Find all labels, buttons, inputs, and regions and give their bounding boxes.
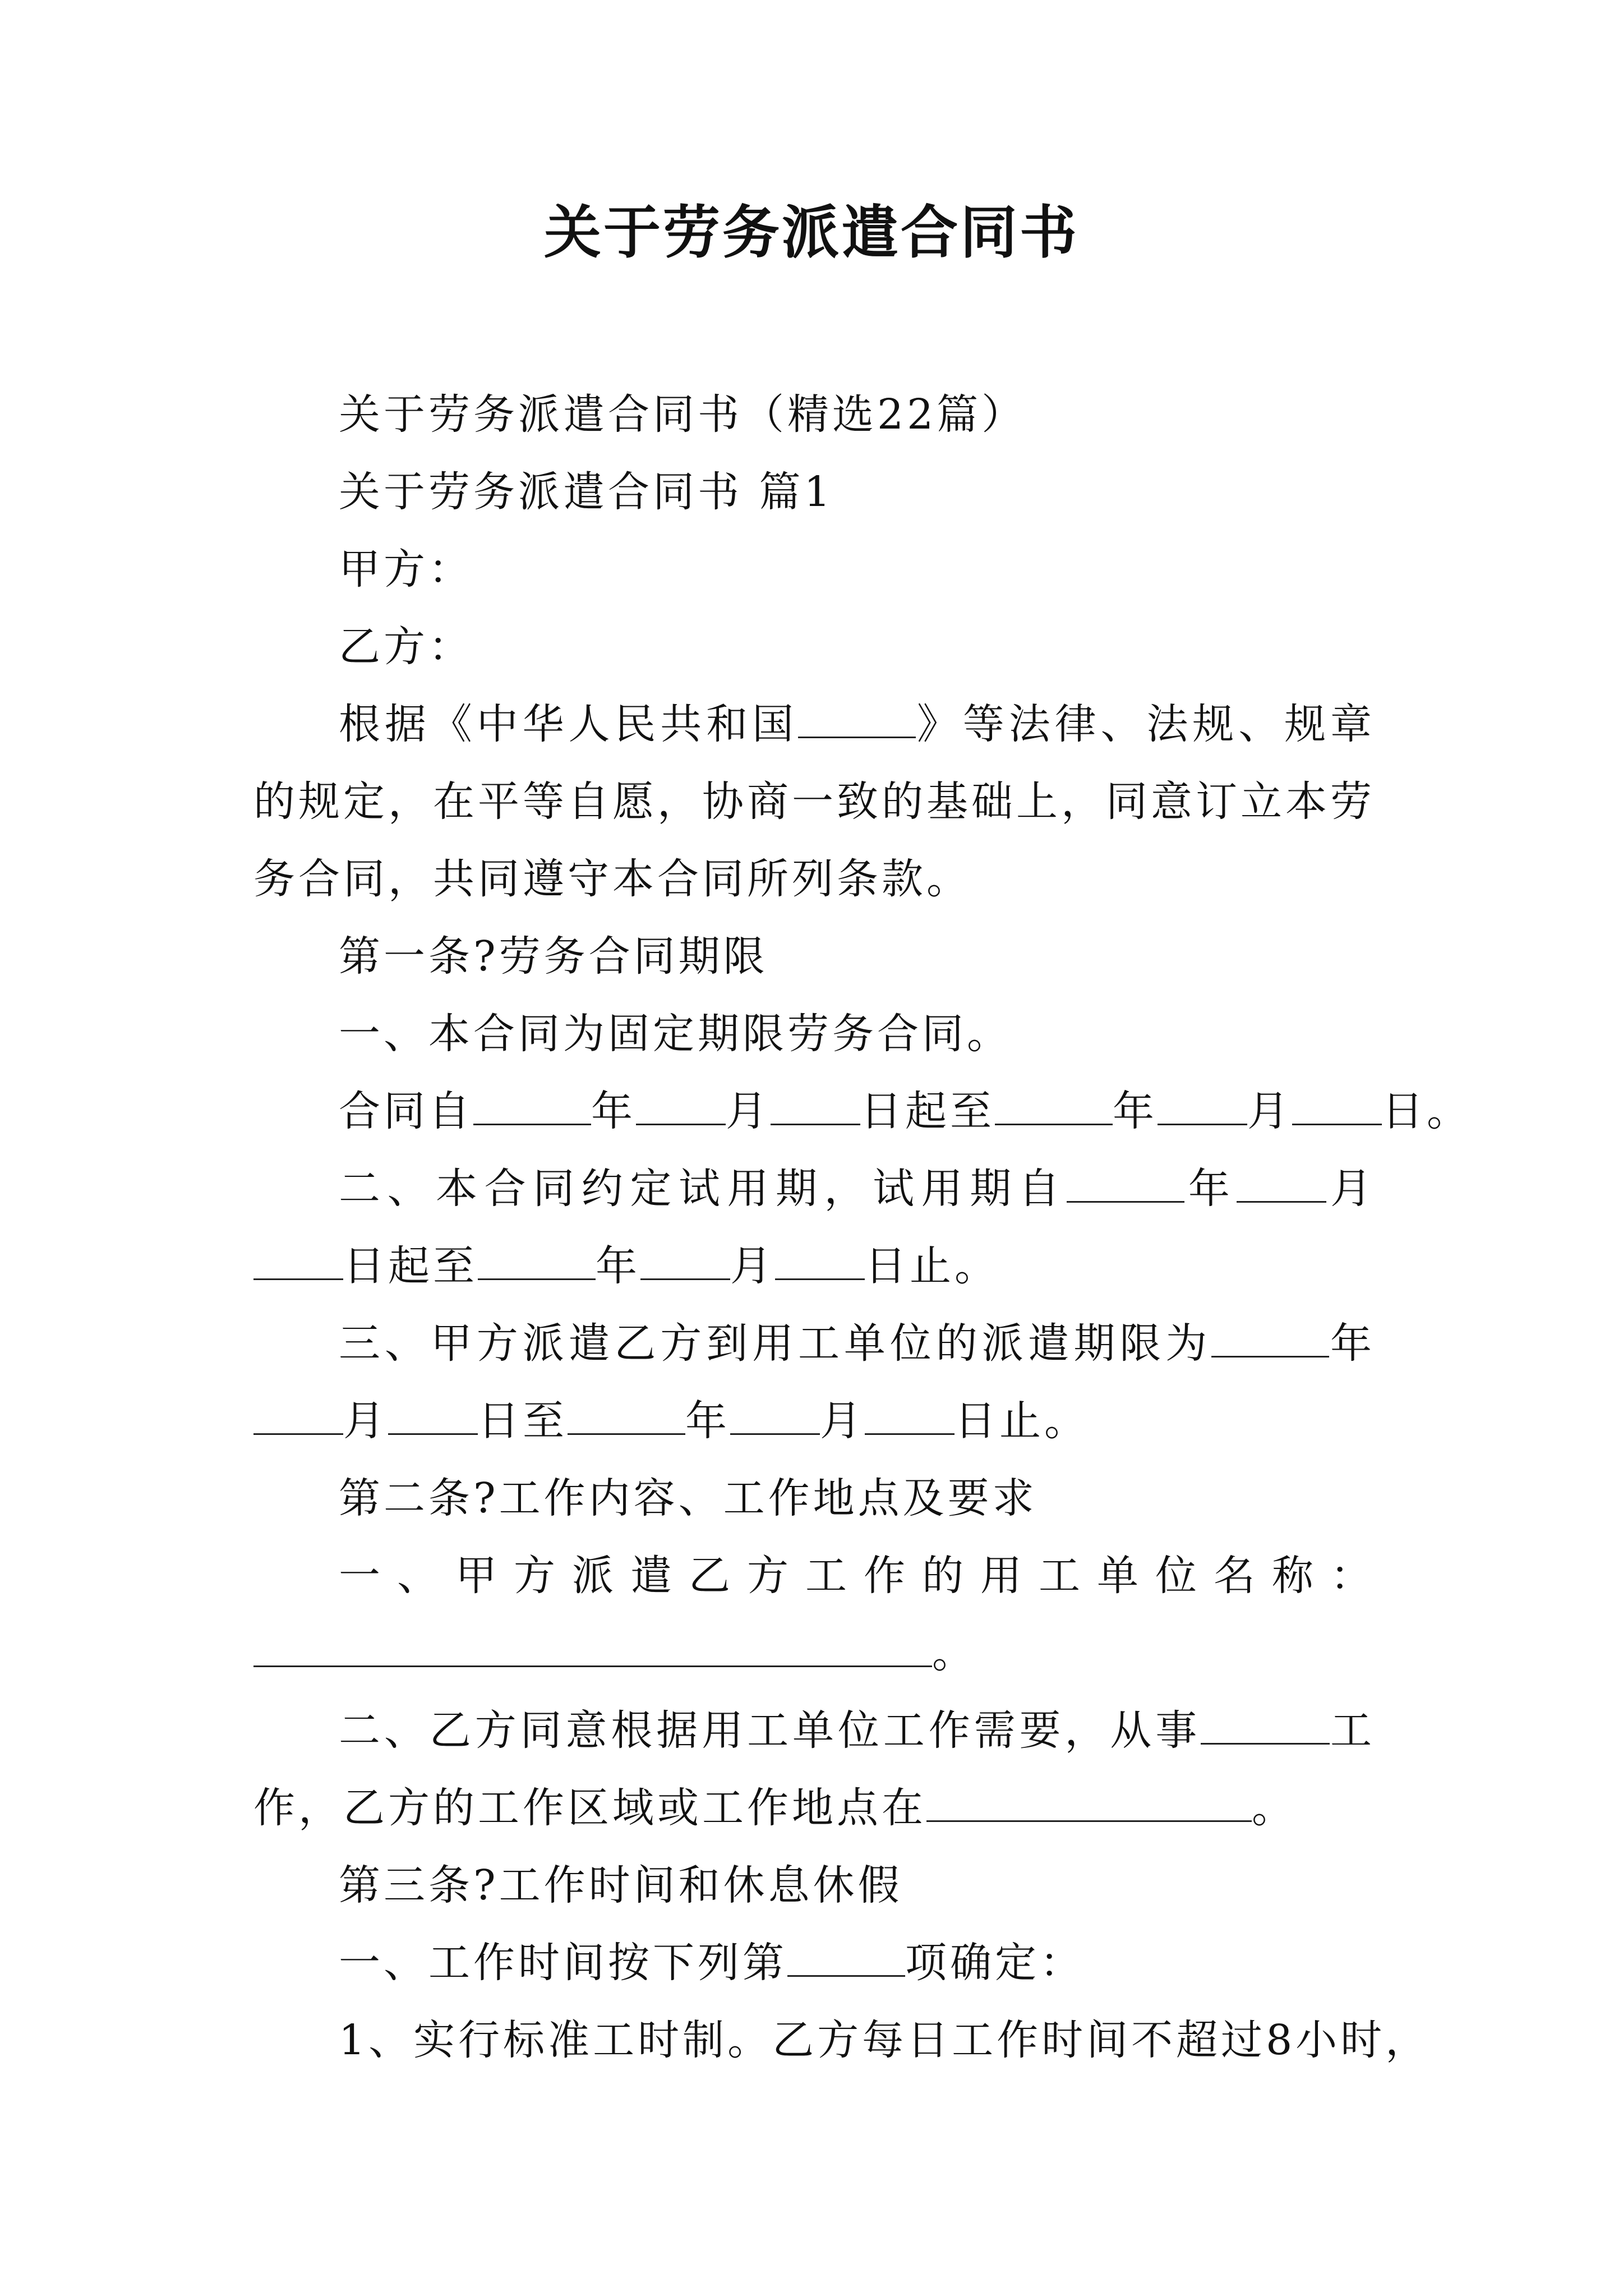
employer-name-line xyxy=(253,1537,1375,1614)
blank-month xyxy=(640,1244,730,1280)
job-blank xyxy=(1201,1708,1330,1745)
char: 甲 xyxy=(455,1552,500,1600)
dispatch-month: 月 xyxy=(343,1397,388,1445)
dispatch-year: 年 xyxy=(1329,1319,1376,1368)
char: 名 xyxy=(1214,1552,1258,1600)
blank-day xyxy=(865,1398,955,1435)
preamble-paragraph xyxy=(253,685,1375,918)
term-month: 月 xyxy=(726,1087,771,1135)
char: 用 xyxy=(980,1552,1025,1600)
char: 工 xyxy=(805,1552,850,1600)
work-hours-line xyxy=(253,1924,1375,2001)
standard-hours-line: 1、实行标准工时制。乙方每日工作时间不超过8小时， xyxy=(339,2016,1431,2064)
dispatch-end: 日止。 xyxy=(955,1397,1089,1445)
article-1-item-1: 一、本合同为固定期限劳务合同。 xyxy=(339,1010,1012,1058)
dispatch-to: 日至 xyxy=(478,1397,568,1445)
char: 遣 xyxy=(630,1552,675,1600)
blank-day xyxy=(253,1244,343,1280)
blank-month xyxy=(1237,1166,1326,1203)
term-year: 年 xyxy=(1113,1087,1158,1135)
location-blank xyxy=(926,1786,1252,1822)
dispatch-text: 三、甲方派遣乙方到用工单位的派遣期限为 xyxy=(339,1319,1212,1368)
probation-month: 月 xyxy=(730,1242,775,1290)
work-content-line xyxy=(253,1692,1375,1847)
char: ： xyxy=(1330,1552,1375,1600)
work-hours-text: 一、工作时间按下列第 xyxy=(339,1939,787,1987)
heading: 关于劳务派遣合同书（精选22篇） xyxy=(339,390,1027,439)
probation-month: 月 xyxy=(1326,1165,1376,1213)
blank-month xyxy=(253,1398,343,1435)
probation-end: 日止。 xyxy=(865,1242,999,1290)
char: 工 xyxy=(1039,1552,1083,1600)
document-body xyxy=(253,376,1472,2079)
law-name-blank xyxy=(798,702,916,738)
blank-year xyxy=(473,1089,591,1125)
blank-day xyxy=(388,1398,478,1435)
period: 。 xyxy=(1252,1784,1297,1832)
blank-month xyxy=(730,1398,820,1435)
blank-month xyxy=(1158,1089,1247,1125)
preamble-text-2: 》等法律、法规、规章的规定，在平等自愿，协商一致的基础上，同意订立本劳务合同，共同遵守本合同所列条款。 xyxy=(253,700,1375,903)
contract-term-line xyxy=(253,1073,1472,1150)
blank-month xyxy=(636,1089,726,1125)
term-end: 日。 xyxy=(1382,1087,1472,1135)
blank-year xyxy=(1211,1321,1329,1358)
char: 单 xyxy=(1097,1552,1142,1600)
char: 、 xyxy=(397,1552,442,1600)
blank-year xyxy=(478,1244,596,1280)
probation-text: 二、本合同约定试用期，试用期自 xyxy=(339,1165,1067,1213)
preamble-text-1: 根据《中华人民共和国 xyxy=(339,700,798,748)
probation-line xyxy=(253,1150,1375,1305)
article-2-heading: 第二条?工作内容、工作地点及要求 xyxy=(339,1474,1038,1522)
document-title: 关于劳务派遣合同书 xyxy=(544,199,1079,266)
probation-to: 日起至 xyxy=(343,1242,478,1290)
dispatch-year: 年 xyxy=(685,1397,730,1445)
blank-year xyxy=(1067,1166,1184,1203)
work-text: 二、乙方同意根据用工单位工作需要，从事 xyxy=(339,1706,1201,1755)
work-location-text: 工作，乙方的工作区域或工作地点在 xyxy=(253,1706,1376,1832)
dispatch-month: 月 xyxy=(820,1397,865,1445)
char: 的 xyxy=(922,1552,967,1600)
period: 。 xyxy=(932,1629,977,1677)
blank-year xyxy=(568,1398,685,1435)
char: 派 xyxy=(572,1552,617,1600)
char: 方 xyxy=(514,1552,559,1600)
probation-year: 年 xyxy=(1184,1165,1237,1213)
probation-year: 年 xyxy=(596,1242,640,1290)
char: 称 xyxy=(1272,1552,1317,1600)
employer-name-blank-line xyxy=(253,1614,1375,1692)
article-1-heading: 第一条?劳务合同期限 xyxy=(339,932,768,981)
article-3-heading: 第三条?工作时间和休息休假 xyxy=(339,1861,903,1910)
blank-day xyxy=(1292,1089,1382,1125)
char: 一 xyxy=(339,1552,384,1600)
term-year: 年 xyxy=(591,1087,636,1135)
char: 乙 xyxy=(689,1552,734,1600)
blank-day xyxy=(771,1089,860,1125)
work-hours-text-end: 项确定： xyxy=(905,1939,1085,1987)
employer-name-blank xyxy=(253,1631,932,1667)
blank-day xyxy=(775,1244,865,1280)
blank-year xyxy=(995,1089,1113,1125)
dispatch-period-line xyxy=(253,1305,1375,1460)
char: 作 xyxy=(864,1552,909,1600)
term-month: 月 xyxy=(1247,1087,1292,1135)
term-text: 合同自 xyxy=(339,1087,473,1135)
option-blank xyxy=(787,1940,905,1977)
term-to: 日起至 xyxy=(860,1087,995,1135)
party-a-line: 甲方： xyxy=(339,545,473,593)
char: 方 xyxy=(747,1552,792,1600)
subheading: 关于劳务派遣合同书 篇1 xyxy=(339,468,834,516)
party-b-line: 乙方： xyxy=(339,623,473,671)
char: 位 xyxy=(1155,1552,1200,1600)
